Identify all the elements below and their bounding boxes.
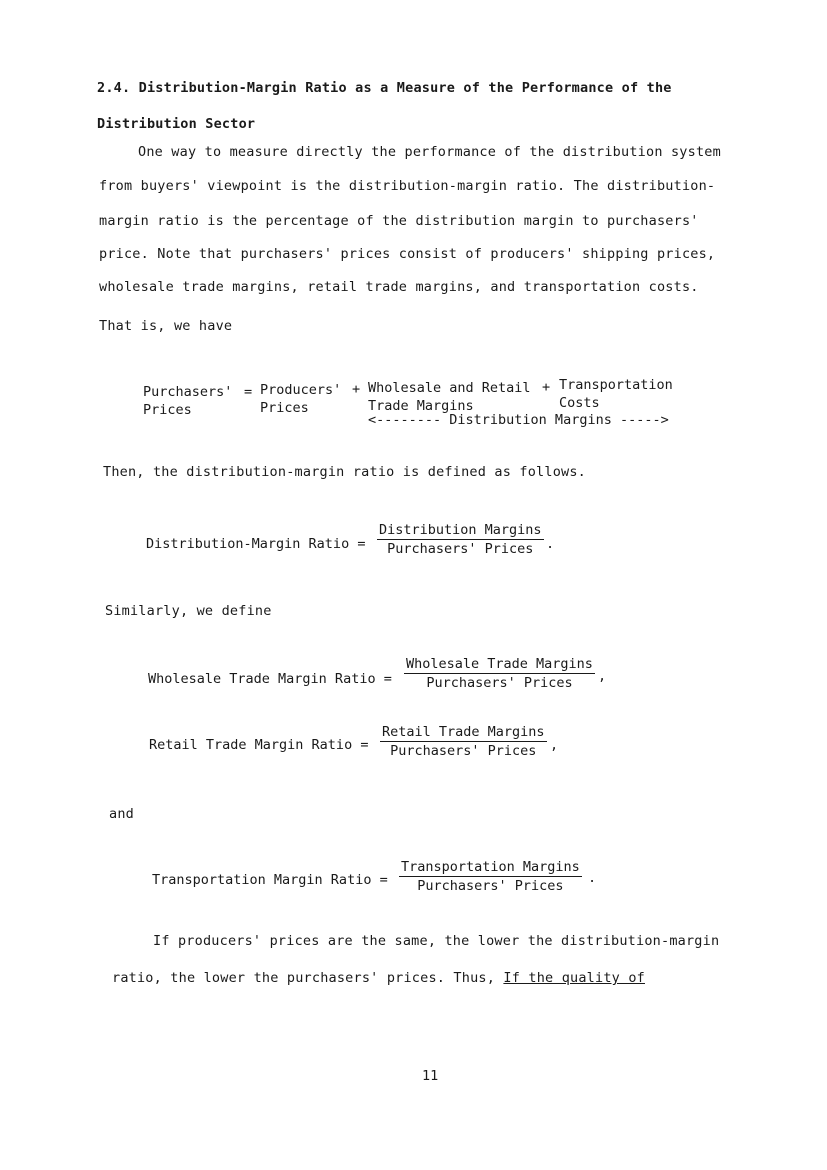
- section-heading-line1: 2.4. Distribution-Margin Ratio as a Measure of the Performance of the: [97, 80, 672, 96]
- equation-fraction: [399, 859, 582, 894]
- equation-denominator: Purchasers' Prices: [390, 743, 537, 759]
- equation-fraction: [380, 724, 547, 759]
- paragraph2-underlined-text: If the quality of: [503, 970, 645, 986]
- paragraph1-line: margin ratio is the percentage of the distribution margin to purchasers': [99, 213, 699, 229]
- equation-trailing-punctuation: .: [588, 870, 597, 886]
- equation-trailing-punctuation: .: [546, 536, 555, 552]
- section-heading-line2: Distribution Sector: [97, 116, 256, 132]
- paragraph1-line: price. Note that purchasers' prices consist of producers' shipping prices,: [99, 246, 716, 262]
- identity-term-purchasers-2: Prices: [143, 402, 192, 418]
- equation-label: Retail Trade Margin Ratio =: [149, 737, 369, 753]
- equation-denominator: Purchasers' Prices: [417, 878, 564, 894]
- identity-term-producers-2: Prices: [260, 400, 309, 416]
- equation-label: Wholesale Trade Margin Ratio =: [148, 671, 392, 687]
- identity-term-transport: Transportation: [559, 377, 673, 393]
- then-text: Then, the distribution-margin ratio is defined as follows.: [103, 464, 587, 480]
- equation-numerator: Retail Trade Margins: [382, 724, 545, 740]
- identity-term-producers: Producers': [260, 382, 342, 398]
- paragraph2-line: If producers' prices are the same, the lower the distribution-margin: [153, 933, 720, 949]
- equation-denominator: Purchasers' Prices: [426, 675, 573, 691]
- equation-fraction: [404, 656, 595, 691]
- identity-plus: +: [352, 381, 361, 397]
- equation-numerator: Distribution Margins: [379, 522, 542, 538]
- page-number: 11: [422, 1068, 439, 1084]
- paragraph1-line: wholesale trade margins, retail trade margins, and transportation costs.: [99, 279, 699, 295]
- identity-distribution-bracket: <-------- Distribution Margins ----->: [368, 412, 669, 428]
- equation-numerator: Wholesale Trade Margins: [406, 656, 593, 672]
- identity-term-trade: Wholesale and Retail: [368, 380, 531, 396]
- identity-term-purchasers: Purchasers': [143, 384, 233, 400]
- paragraph2-plain-text: ratio, the lower the purchasers' prices. Thus,: [112, 970, 504, 986]
- equation-label: Transportation Margin Ratio =: [152, 872, 388, 888]
- paragraph1-line: One way to measure directly the performance of the distribution system: [138, 144, 721, 160]
- equation-numerator: Transportation Margins: [401, 859, 580, 875]
- equation-fraction: [377, 522, 544, 557]
- paragraph2-line: [112, 970, 645, 986]
- identity-plus: +: [542, 379, 551, 395]
- equation-denominator: Purchasers' Prices: [387, 541, 534, 557]
- identity-term-trade-2: Trade Margins: [368, 398, 474, 414]
- equation-trailing-punctuation: ,: [598, 668, 607, 684]
- identity-equals: =: [244, 384, 253, 400]
- paragraph1-line: That is, we have: [99, 318, 233, 334]
- equation-label: Distribution-Margin Ratio =: [146, 536, 366, 552]
- equation-trailing-punctuation: ,: [550, 737, 559, 753]
- and-text: and: [109, 806, 134, 822]
- similarly-text: Similarly, we define: [105, 603, 272, 619]
- identity-term-transport-2: Costs: [559, 395, 600, 411]
- paragraph1-line: from buyers' viewpoint is the distribution-margin ratio. The distribution-: [99, 178, 716, 194]
